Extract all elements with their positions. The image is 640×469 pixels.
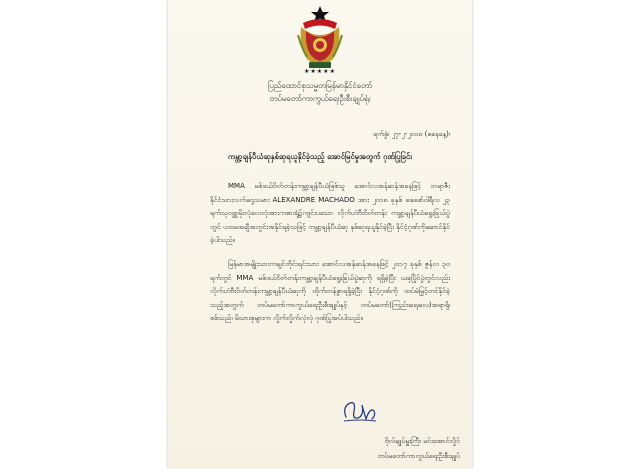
organization-line-2: တပ်မတော်ကာကွယ်ရေးဦးစီးချုပ်ရုံး <box>269 94 371 103</box>
handwritten-signature-icon <box>340 397 380 427</box>
rank-stars: ★★★★★ <box>304 68 336 75</box>
body-paragraph-1: MMA မစ်ဒယ်ဝိတ်တန်းကမ္ဘာ့ချန်ပီယံဖြစ်သူ အောင်လအန်ဆန်အနေဖြင့် ဘရာဇီးနိုင်ငံသားလက်ဝှေ့သမား ALEXANDRE MACHADO အား ၂၀၁၈ ခုနှစ် ဖေဖော်ဝါရီလ ၂၃ ရက်သုဝဏ္ဏမိုးလုံလေလုံအားကစားရုံ၌ကျင်းပသော လိုက်ဟဲဗီးဝိတ်တန်း ကမ္ဘာ့ချန်ပီယံရွေးခြယ်ပွဲတွင် ပထမအချီအတွင်းအနိုင်ရခဲ့သဖြင့် ကမ္ဘာ့ချန်ပီယံဆု နှစ်ဆုရယူနိုင်ခဲ့ပြီး နိုင်ငံ့ဂုဏ်ကိုဆောင်နိုင်ခဲ့ပါသည်။ <box>210 182 450 245</box>
organization-line-1: ပြည်ထောင်စုသမ္မတမြန်မာနိုင်ငံတော် <box>267 81 373 90</box>
signatory-name: ဗိုလ်ချုပ်မှူးကြီး မင်းအောင်လှိုင် <box>384 437 460 445</box>
letter-date: ရက်စွဲ၊ ၂၇-၂-၂၀၁၈ (စနေနေ့)၊ <box>373 130 450 138</box>
tatmadaw-emblem-icon <box>295 5 345 71</box>
letter-subject: ကမ္ဘာ့ချန်ပီယံဆုနှစ်ဆုရယူနိုင်ခဲ့သည့် အောင်မြင်မှုအတွက် ဂုဏ်ပြုခြင်း <box>227 152 413 161</box>
signatory-title: တပ်မတော်ကာကွယ်ရေးဦးစီးချုပ် <box>377 452 460 460</box>
body-paragraph-2: မြန်မာအမျိုးသားကချင်တိုင်းရင်းသား အောင်လအန်ဆန်အနေဖြင့် ၂၀၁၇ ခုနှစ် ဇွန်လ ၃၀ ရက်တွင် MMA မစ်ဒယ်ဝိတ်တန်းကမ္ဘာ့ချန်ပီယံရွေးခြယ်ပွဲဆုကို ရရှိခဲ့ပြီး ယခုပြိုင်ပွဲတွင်လည်း လိုက်ဟဲဗီးဝိတ်တန်းကမ္ဘာ့ချန်ပီယံဆုကို ထိုက်တန်စွာရရှိခဲ့ပြီး နိုင်ငံ့ဂုဏ်ကို ထပ်မံမြှင့်တင်နိုင်ခဲ့သည့်အတွက် တပ်မတော်ကာကွယ်ရေးဦးစီးချုပ်နှင့် တပ်မတော်(ကြည်း၊ရေ၊လေ)အရာရှိ၊ စစ်သည်၊ မိသားစုများက လှိုက်လှိုက်လှဲလှဲ ဂုဏ်ပြုအပ်ပါသည်။ <box>210 260 450 323</box>
